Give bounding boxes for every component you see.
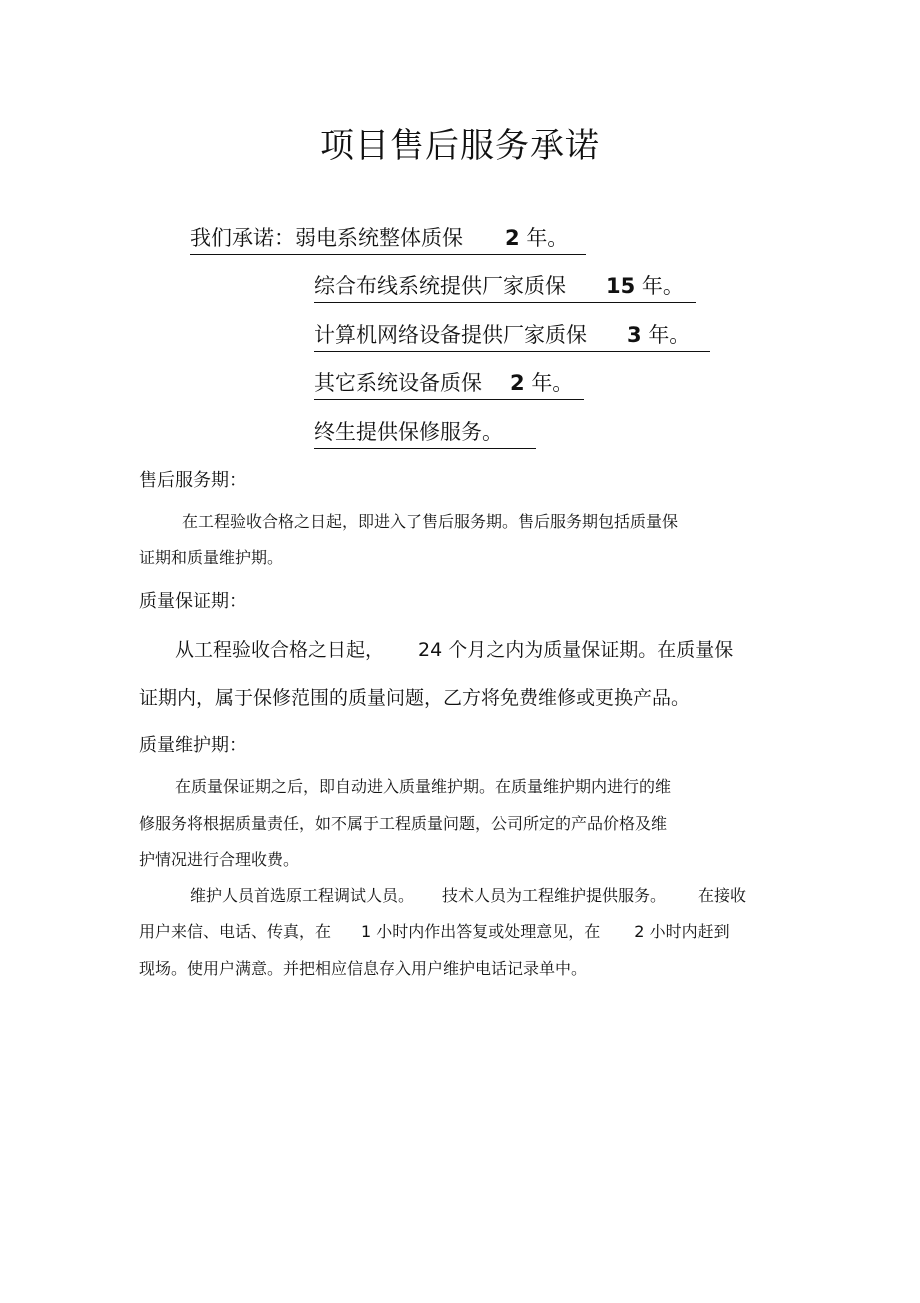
commitment-4-text: 其它系统设备质保 bbox=[314, 371, 482, 395]
commitment-4-years: 2 bbox=[510, 371, 525, 395]
warranty-line-1 bbox=[175, 635, 733, 662]
commitment-2 bbox=[314, 270, 696, 303]
after-sales-line-1: 在工程验收合格之日起，即进入了售后服务期。售后服务期包括质量保 bbox=[182, 512, 679, 531]
commitment-5-text: 终生提供保修服务。 bbox=[314, 420, 503, 444]
commitment-4-suffix: 年。 bbox=[531, 371, 574, 395]
service-line-1c: 在接收 bbox=[698, 886, 747, 905]
maintenance-line-2: 修服务将根据质量责任，如不属于工程质量问题，公司所定的产品价格及维 bbox=[139, 814, 668, 833]
service-line-2c: 2 小时内赶到 bbox=[634, 922, 730, 941]
service-line-2b: 1 小时内作出答复或处理意见，在 bbox=[361, 922, 601, 941]
after-sales-heading: 售后服务期： bbox=[139, 470, 247, 491]
service-line-1a: 维护人员首选原工程调试人员。 bbox=[190, 886, 415, 905]
commitment-3-suffix: 年。 bbox=[648, 323, 691, 347]
commitment-4 bbox=[314, 367, 584, 400]
warranty-line-1b: 24 个月之内为质量保证期。在质量保 bbox=[418, 639, 734, 661]
warranty-line-1a: 从工程验收合格之日起， bbox=[175, 639, 385, 661]
commitment-2-suffix: 年。 bbox=[641, 274, 684, 298]
maintenance-line-1: 在质量保证期之后，即自动进入质量维护期。在质量维护期内进行的维 bbox=[175, 777, 672, 796]
commitment-1-text: 我们承诺：弱电系统整体质保 bbox=[190, 226, 463, 250]
commitment-3-years: 3 bbox=[627, 323, 642, 347]
maintenance-line-3: 护情况进行合理收费。 bbox=[139, 850, 300, 869]
page-title: 项目售后服务承诺 bbox=[320, 126, 600, 166]
service-line-2a: 用户来信、电话、传真，在 bbox=[139, 922, 332, 941]
commitment-1 bbox=[190, 222, 586, 255]
commitment-5 bbox=[314, 416, 536, 449]
service-line-1b: 技术人员为工程维护提供服务。 bbox=[442, 886, 667, 905]
service-line-2 bbox=[139, 919, 730, 942]
after-sales-line-2: 证期和质量维护期。 bbox=[139, 548, 284, 567]
commitment-3-text: 计算机网络设备提供厂家质保 bbox=[314, 323, 587, 347]
service-line-3: 现场。使用户满意。并把相应信息存入用户维护电话记录单中。 bbox=[139, 959, 588, 978]
commitment-3 bbox=[314, 319, 710, 352]
warranty-line-2: 证期内，属于保修范围的质量问题，乙方将免费维修或更换产品。 bbox=[139, 687, 691, 709]
commitment-2-years: 15 bbox=[606, 274, 636, 298]
commitment-1-suffix: 年。 bbox=[526, 226, 569, 250]
warranty-heading: 质量保证期： bbox=[139, 591, 247, 612]
maintenance-heading: 质量维护期： bbox=[139, 735, 247, 756]
commitment-1-years: 2 bbox=[505, 226, 520, 250]
service-line-1 bbox=[190, 883, 746, 906]
commitment-2-text: 综合布线系统提供厂家质保 bbox=[314, 274, 566, 298]
